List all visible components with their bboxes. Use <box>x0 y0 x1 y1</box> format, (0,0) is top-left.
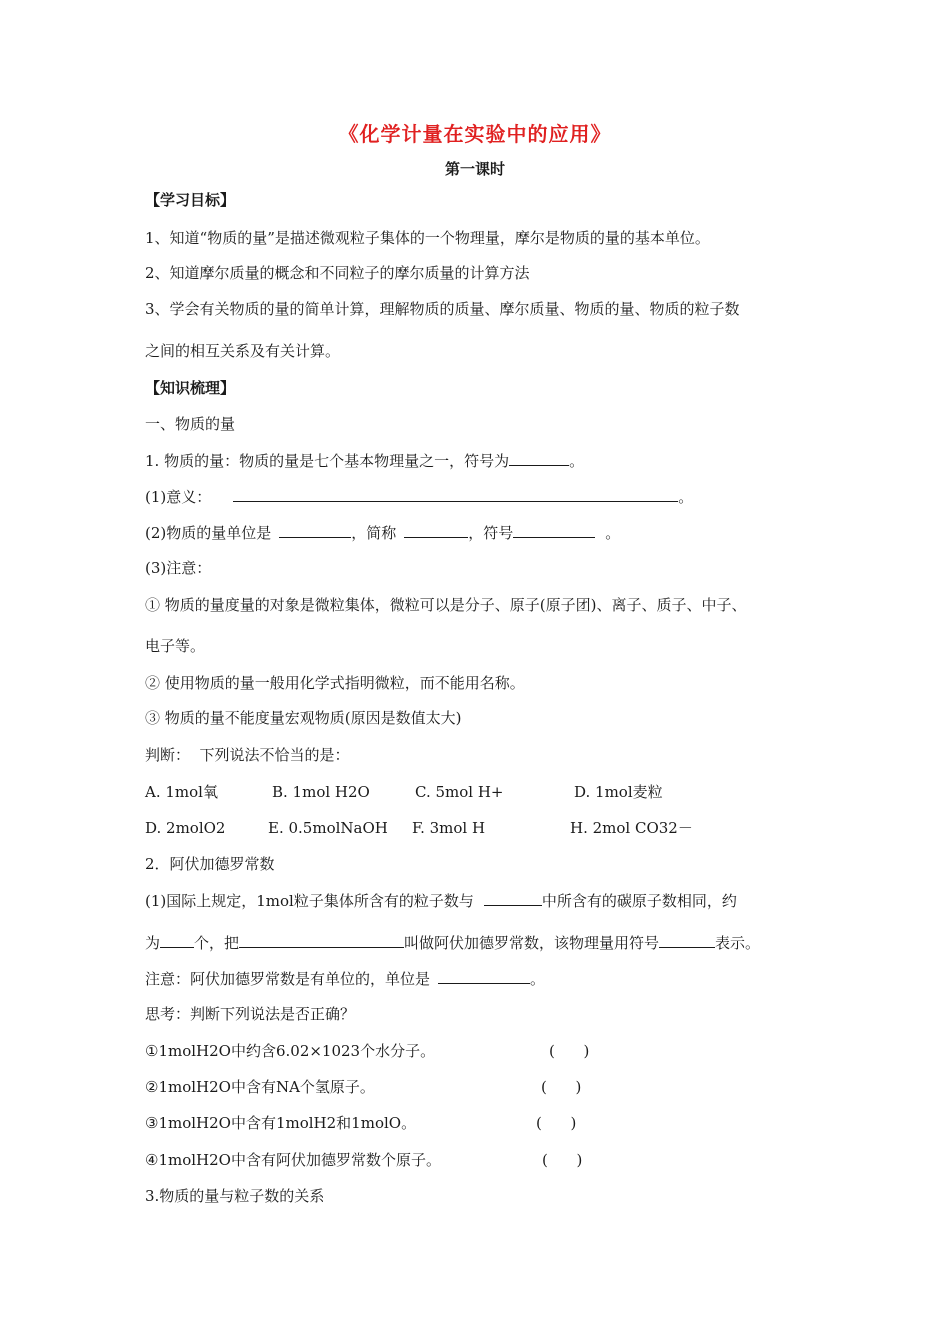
avogadro-note <box>145 968 545 989</box>
avogadro-note-end: 。 <box>530 970 546 988</box>
statement-2: ②1molH2O中含有NA个氢原子。 <box>145 1078 375 1096</box>
option-g: F. 3mol H <box>412 819 486 837</box>
objective-2: 2、知道摩尔质量的概念和不同粒子的摩尔质量的计算方法 <box>145 264 530 282</box>
symbol-label: ，符号 <box>468 524 514 542</box>
item-1-end: 。 <box>569 452 585 470</box>
statement-4: ④1molH2O中含有阿伏加德罗常数个原子。 <box>145 1151 441 1169</box>
section-1-heading: 一、物质的量 <box>145 415 236 433</box>
note-2: ② 使用物质的量一般用化学式指明微粒，而不能用名称。 <box>145 674 525 692</box>
option-f: E. 0.5molNaOH <box>268 819 388 837</box>
meaning-line <box>145 486 693 507</box>
note-3: ③ 物质的量不能度量宏观物质(原因是数值太大) <box>145 709 462 727</box>
option-b: B. 1mol H2O <box>272 783 370 801</box>
knowledge-heading: 【知识梳理】 <box>145 379 236 397</box>
reference-blank[interactable] <box>484 890 542 906</box>
symbol-blank[interactable] <box>509 450 569 466</box>
avogadro-text-c: 为 <box>145 934 161 952</box>
meaning-blank[interactable] <box>233 486 678 502</box>
abbrev-blank[interactable] <box>404 522 468 538</box>
statement-3: ③1molH2O中含有1molH2和1molO。 <box>145 1114 417 1132</box>
objective-1: 1、知道“物质的量”是描述微观粒子集体的一个物理量，摩尔是物质的量的基本单位。 <box>145 229 710 247</box>
avogadro-line-1 <box>145 890 737 911</box>
statement-1: ①1molH2O中约含6.02×1023个水分子。 <box>145 1042 436 1060</box>
definition-blank[interactable] <box>239 932 404 948</box>
objective-3: 3、学会有关物质的量的简单计算，理解物质的质量、摩尔质量、物质的量、物质的粒子数 <box>145 300 740 318</box>
section-3-heading: 3.物质的量与粒子数的关系 <box>145 1187 325 1205</box>
abbrev-label: ，简称 <box>351 524 397 542</box>
meaning-label: (1)意义： <box>145 488 212 506</box>
unit-answer-blank[interactable] <box>438 968 530 984</box>
unit-end: 。 <box>605 524 621 542</box>
option-d: D. 1mol麦粒 <box>574 783 663 801</box>
page-title: 《化学计量在实验中的应用》 <box>338 122 612 146</box>
option-c: C. 5mol H+ <box>415 783 504 801</box>
option-e: D. 2molO2 <box>145 819 226 837</box>
answer-paren-1[interactable]: ( ) <box>549 1042 590 1060</box>
na-symbol-blank[interactable] <box>659 932 715 948</box>
avogadro-text-b: 中所含有的碳原子数相同，约 <box>541 892 737 910</box>
objective-3-continued: 之间的相互关系及有关计算。 <box>145 342 341 360</box>
unit-line <box>145 522 620 543</box>
objectives-heading: 【学习目标】 <box>145 191 236 209</box>
item-1-text: 1. 物质的量：物质的量是七个基本物理量之一，符号为 <box>145 452 510 470</box>
page-subtitle: 第一课时 <box>444 160 505 178</box>
avogadro-text-f: 表示。 <box>715 934 761 952</box>
avogadro-line-2 <box>145 932 760 953</box>
section-2-heading: 2．阿伏加德罗常数 <box>145 855 275 873</box>
avogadro-note-text: 注意：阿伏加德罗常数是有单位的，单位是 <box>145 970 431 988</box>
note-1: ① 物质的量度量的对象是微粒集体，微粒可以是分子、原子(原子团)、离子、质子、中子、 <box>145 596 747 614</box>
avogadro-text-e: 叫做阿伏加德罗常数，该物理量用符号 <box>404 934 660 952</box>
unit-blank[interactable] <box>279 522 351 538</box>
value-blank[interactable] <box>160 932 194 948</box>
unit-symbol-blank[interactable] <box>513 522 595 538</box>
note-label: (3)注意： <box>145 559 212 577</box>
answer-paren-4[interactable]: ( ) <box>542 1151 583 1169</box>
avogadro-text-d: 个，把 <box>194 934 240 952</box>
note-1-continued: 电子等。 <box>145 637 206 655</box>
item-1 <box>145 450 584 471</box>
answer-paren-2[interactable]: ( ) <box>541 1078 582 1096</box>
option-a: A. 1mol氧 <box>145 783 218 801</box>
think-prompt: 思考：判断下列说法是否正确？ <box>145 1005 356 1023</box>
meaning-end: 。 <box>678 488 694 506</box>
option-h: H. 2mol CO32－ <box>570 819 693 837</box>
unit-label: (2)物质的量单位是 <box>145 524 272 542</box>
answer-paren-3[interactable]: ( ) <box>536 1114 577 1132</box>
judge-prompt: 判断： 下列说法不恰当的是： <box>145 746 350 764</box>
avogadro-text-a: (1)国际上规定，1mol粒子集体所含有的粒子数与 <box>145 892 474 910</box>
